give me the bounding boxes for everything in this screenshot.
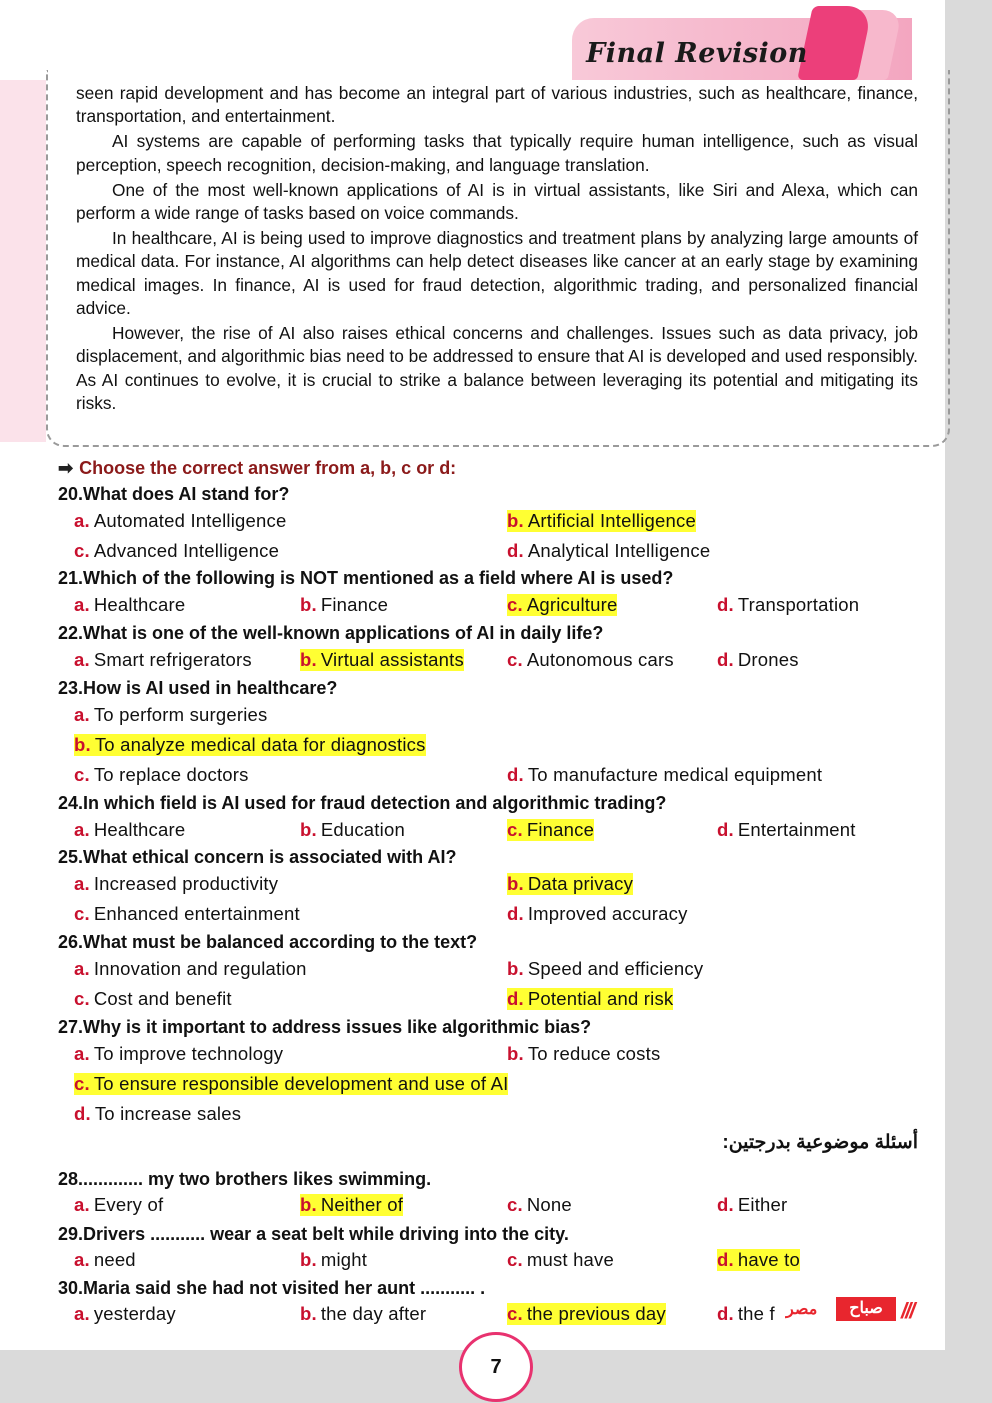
option-letter: b. [300, 1303, 317, 1324]
section-heading-arabic: أسئلة موضوعية بدرجتين: [722, 1132, 918, 1153]
option-letter: c. [74, 540, 90, 561]
question-number: 23. [58, 678, 84, 698]
instruction-text: Choose the correct answer from a, b, c or d: [79, 458, 457, 478]
question-number: 26. [58, 932, 84, 952]
option-letter: d. [717, 594, 734, 615]
page-number: 7 [459, 1332, 533, 1402]
option-letter: c. [74, 988, 90, 1009]
option-letter: c. [74, 903, 90, 924]
option-text: To improve technology [93, 1043, 284, 1064]
option-text: To increase sales [94, 1103, 242, 1124]
option-text: Improved accuracy [527, 903, 688, 924]
option-20a[interactable] [74, 510, 286, 532]
option-letter: c. [74, 764, 90, 785]
option-letter: d. [717, 1194, 734, 1215]
question-number: 22. [58, 623, 84, 643]
option-text: Potential and risk [527, 988, 674, 1009]
option-20c[interactable] [74, 540, 279, 562]
option-text: Transportation [737, 594, 860, 615]
option-letter: b. [74, 734, 91, 755]
option-text: To ensure responsible development and use of AI [93, 1073, 509, 1094]
option-27b[interactable] [507, 1043, 660, 1065]
option-27a[interactable] [74, 1043, 283, 1065]
option-text: Artificial Intelligence [527, 510, 696, 531]
option-letter: a. [74, 958, 90, 979]
option-text: the day after [320, 1303, 427, 1324]
question-23 [58, 678, 337, 699]
option-text: the previous day [526, 1303, 666, 1324]
option-text: Neither of [320, 1194, 404, 1215]
option-letter: b. [507, 873, 524, 894]
option-22a[interactable] [74, 649, 252, 671]
option-letter: b. [300, 1194, 317, 1215]
option-letter: a. [74, 1043, 90, 1064]
logo-masr: مصر [786, 1301, 818, 1318]
option-26d-correct[interactable] [507, 988, 673, 1010]
option-text: None [526, 1194, 572, 1215]
passage-side-strip [0, 80, 46, 442]
question-21 [58, 568, 673, 589]
option-letter: c. [507, 594, 523, 615]
option-letter: b. [300, 819, 317, 840]
option-letter: d. [74, 1103, 91, 1124]
option-27d[interactable] [74, 1103, 241, 1125]
option-letter: c. [507, 1249, 523, 1270]
question-text: ............ my two brothers likes swimming. [83, 1169, 432, 1189]
option-text: the f [737, 1303, 775, 1324]
question-25 [58, 847, 456, 868]
option-text: Healthcare [93, 594, 186, 615]
option-30b[interactable] [300, 1303, 426, 1325]
question-number: 29. [58, 1224, 84, 1244]
option-29b[interactable] [300, 1249, 367, 1271]
option-21d[interactable] [717, 594, 859, 616]
option-letter: d. [507, 764, 524, 785]
option-text: To analyze medical data for diagnostics [94, 734, 426, 755]
option-30a[interactable] [74, 1303, 176, 1325]
option-letter: d. [507, 540, 524, 561]
question-26 [58, 932, 477, 953]
option-25d[interactable] [507, 903, 688, 925]
option-23a[interactable] [74, 704, 268, 726]
question-number: 30. [58, 1278, 84, 1298]
option-letter: d. [717, 1303, 734, 1324]
option-20b-correct[interactable] [507, 510, 696, 532]
reading-passage [76, 82, 918, 417]
question-number: 27. [58, 1017, 84, 1037]
question-text: Drivers ........... wear a seat belt while driving into the city. [83, 1224, 569, 1244]
option-29a[interactable] [74, 1249, 136, 1271]
question-28 [58, 1169, 431, 1190]
option-text: Speed and efficiency [527, 958, 704, 979]
option-letter: a. [74, 1303, 90, 1324]
header-title: Final Revision [586, 38, 808, 69]
passage-paragraph: However, the rise of AI also raises ethical concerns and challenges. Issues such as data privacy, job displacement, and algorithmic bias need to be addressed to ensure that AI is developed and used responsibly. As AI continues to evolve, it is crucial to strike a balance between leveraging its potential and mitigating its risks. [76, 323, 918, 414]
arrow-icon: ➡ [58, 458, 74, 478]
option-22c[interactable] [507, 649, 674, 671]
question-text: How is AI used in healthcare? [83, 678, 338, 698]
option-text: Data privacy [527, 873, 634, 894]
question-text: Why is it important to address issues like algorithmic bias? [83, 1017, 592, 1037]
option-text: Finance [320, 594, 389, 615]
option-letter: d. [717, 1249, 734, 1270]
option-text: To perform surgeries [93, 704, 268, 725]
option-letter: c. [507, 1194, 523, 1215]
question-22 [58, 623, 603, 644]
option-text: Innovation and regulation [93, 958, 307, 979]
question-24 [58, 793, 666, 814]
logo-bars-icon: /// [901, 1298, 914, 1323]
question-number: 21. [58, 568, 84, 588]
question-27 [58, 1017, 591, 1038]
option-text: Autonomous cars [526, 649, 674, 670]
option-28d[interactable] [717, 1194, 787, 1216]
option-text: Increased productivity [93, 873, 279, 894]
question-text: What ethical concern is associated with AI? [83, 847, 457, 867]
option-text: Healthcare [93, 819, 186, 840]
passage-paragraph: AI systems are capable of performing tasks that typically require human intelligence, such as visual perception, speech recognition, decision-making, and language translation. [76, 131, 918, 175]
passage-paragraph: seen rapid development and has become an integral part of various industries, such as healthcare, finance, transportation, and entertainment. [76, 83, 918, 127]
option-25b-correct[interactable] [507, 873, 633, 895]
option-letter: b. [507, 510, 524, 531]
question-number: 24. [58, 793, 84, 813]
option-letter: b. [507, 958, 524, 979]
question-number: 25. [58, 847, 84, 867]
option-letter: c. [74, 1073, 90, 1094]
page-margin-right [945, 0, 992, 1403]
question-number: 28. [58, 1169, 84, 1189]
option-26c[interactable] [74, 988, 232, 1010]
option-letter: b. [507, 1043, 524, 1064]
option-26a[interactable] [74, 958, 307, 980]
option-23b-correct[interactable] [74, 734, 426, 756]
question-text: What must be balanced according to the text? [83, 932, 478, 952]
question-text: Maria said she had not visited her aunt ........... . [83, 1278, 486, 1298]
question-20 [58, 484, 289, 505]
option-letter: a. [74, 819, 90, 840]
option-letter: a. [74, 873, 90, 894]
option-text: Smart refrigerators [93, 649, 252, 670]
option-text: Advanced Intelligence [93, 540, 280, 561]
option-text: Analytical Intelligence [527, 540, 711, 561]
option-text: Finance [526, 819, 595, 840]
question-29 [58, 1224, 569, 1245]
option-text: yesterday [93, 1303, 176, 1324]
option-letter: d. [507, 988, 524, 1009]
question-number: 20. [58, 484, 84, 504]
option-letter: d. [717, 649, 734, 670]
option-letter: a. [74, 649, 90, 670]
option-letter: c. [507, 1303, 523, 1324]
option-letter: c. [507, 819, 523, 840]
option-27c-correct[interactable] [74, 1073, 508, 1095]
option-29d-correct[interactable] [717, 1249, 800, 1271]
option-28c[interactable] [507, 1194, 572, 1216]
option-text: might [320, 1249, 368, 1270]
option-22d[interactable] [717, 649, 799, 671]
option-letter: d. [507, 903, 524, 924]
option-text: Either [737, 1194, 788, 1215]
question-30 [58, 1278, 485, 1299]
option-23d[interactable] [507, 764, 822, 786]
watermark-logo [780, 1295, 940, 1325]
option-text: Cost and benefit [93, 988, 232, 1009]
option-letter: a. [74, 510, 90, 531]
option-29c[interactable] [507, 1249, 614, 1271]
option-28b-correct[interactable] [300, 1194, 403, 1216]
option-21b[interactable] [300, 594, 388, 616]
option-28a[interactable] [74, 1194, 163, 1216]
option-30c-correct[interactable] [507, 1303, 666, 1325]
option-text: Automated Intelligence [93, 510, 287, 531]
option-letter: b. [300, 649, 317, 670]
option-21c-correct[interactable] [507, 594, 617, 616]
option-letter: a. [74, 1194, 90, 1215]
option-letter: a. [74, 1249, 90, 1270]
option-text: To reduce costs [527, 1043, 661, 1064]
option-text: must have [526, 1249, 614, 1270]
option-text: Virtual assistants [320, 649, 464, 670]
option-24c-correct[interactable] [507, 819, 594, 841]
passage-paragraph: In healthcare, AI is being used to improve diagnostics and treatment plans by analyzing large amounts of medical data. For instance, AI algorithms can help detect diseases like cancer at an early stage by examining medical images. In finance, AI is used for fraud detection, algorithmic trading, and personalized financial advice. [76, 227, 918, 319]
option-24b[interactable] [300, 819, 405, 841]
option-text: Every of [93, 1194, 164, 1215]
option-text: Entertainment [737, 819, 856, 840]
option-30d[interactable] [717, 1303, 775, 1325]
option-letter: d. [717, 819, 734, 840]
option-24d[interactable] [717, 819, 856, 841]
option-letter: a. [74, 704, 90, 725]
option-letter: c. [507, 649, 523, 670]
option-21a[interactable] [74, 594, 185, 616]
passage-paragraph: One of the most well-known applications of AI is in virtual assistants, like Siri and Alexa, which can perform a wide range of tasks based on voice commands. [76, 179, 918, 224]
option-text: To manufacture medical equipment [527, 764, 823, 785]
option-letter: b. [300, 1249, 317, 1270]
option-text: Enhanced entertainment [93, 903, 300, 924]
option-text: need [93, 1249, 136, 1270]
option-25a[interactable] [74, 873, 278, 895]
option-text: Agriculture [526, 594, 618, 615]
option-text: Drones [737, 649, 799, 670]
option-text: have to [737, 1249, 800, 1270]
option-25c[interactable] [74, 903, 300, 925]
option-text: Education [320, 819, 405, 840]
option-letter: a. [74, 594, 90, 615]
option-letter: b. [300, 594, 317, 615]
option-22b-correct[interactable] [300, 649, 464, 671]
question-text: What is one of the well-known applications of AI in daily life? [83, 623, 604, 643]
option-26b[interactable] [507, 958, 703, 980]
question-text: In which field is AI used for fraud detection and algorithmic trading? [83, 793, 667, 813]
logo-sabah: صباح [836, 1297, 896, 1321]
option-text: To replace doctors [93, 764, 249, 785]
instruction [58, 458, 456, 479]
option-20d[interactable] [507, 540, 710, 562]
question-text: Which of the following is NOT mentioned as a field where AI is used? [83, 568, 674, 588]
option-23c[interactable] [74, 764, 249, 786]
question-text: What does AI stand for? [83, 484, 290, 504]
option-24a[interactable] [74, 819, 185, 841]
